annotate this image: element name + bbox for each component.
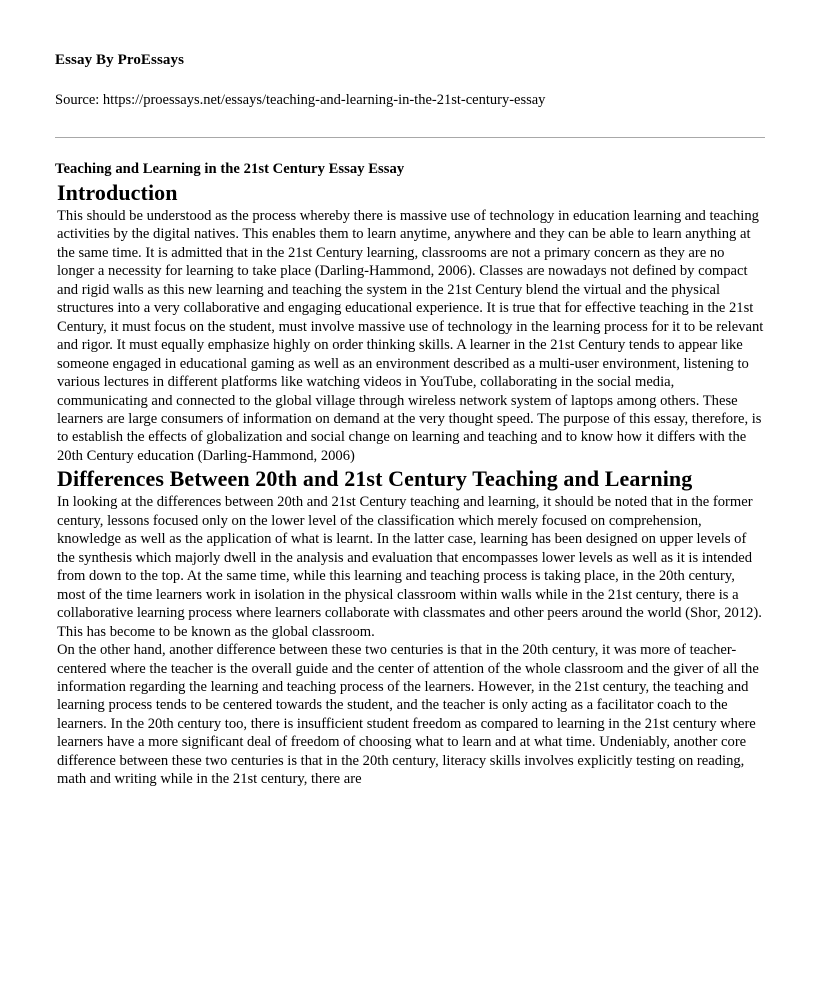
document-content <box>55 0 765 789</box>
header-divider <box>55 137 765 138</box>
paragraph-differences-one: In looking at the differences between 20th and 21st Century teaching and learning, it should be noted that in the former century, lessons focused only on the lower level of the classification which merely focused on comprehension, knowledge as well as the application of what is learnt. In the latter case, learning has been designed on upper levels of the synthesis which majorly dwell in the analysis and evaluation that encompasses lower levels as well as it is intended from down to the top. At the same time, while this learning and teaching process is taking place, in the 20th century, most of the time learners work in isolation in the physical classroom within walls while in the 21st century, there is a collaborative learning process where learners collaborate with classmates and other peers around the world (Shor, 2012). This has become to be known as the global classroom. <box>57 494 762 640</box>
paragraph-introduction: This should be understood as the process whereby there is massive use of technology in education learning and teaching activities by the digital natives. This enables them to learn anytime, anywhere and they can be able to learn anything at the same time. It is admitted that in the 21st Century learning, classrooms are not a primary concern as they are no longer a necessity for learning to take place (Darling-Hammond, 2006). Classes are nowadays not defined by compact and rigid walls as this new learning and teaching the system in the 21st Century blend the virtual and the physical structures into a very collaborative and engaging educational experience. It is true that for effective teaching in the 21st Century, it must focus on the student, must involve massive use of technology in the learning process for it to be relevant and rigor. It must equally emphasize highly on order thinking skills. A learner in the 21st Century tends to appear like someone engaged in educational gaming as well as an environment described as a multi-user environment, listening to various lectures in different platforms like watching videos in YouTube, collaborating in the social media, communicating and connected to the global village through wireless network system of laptops among others. These learners are large consumers of information on demand at the very thought speed. The purpose of this essay, therefore, is to establish the effects of globalization and social change on learning and teaching and to know how it differs with the 20th Century education (Darling-Hammond, 2006) <box>57 207 764 464</box>
section-heading-differences: Differences Between 20th and 21st Century Teaching and Learning <box>57 466 693 492</box>
paragraph-differences-two: On the other hand, another difference between these two centuries is that in the 20th century, it was more of teacher-centered where the teacher is the overall guide and the center of attention of the whole classroom and the giver of all the information regarding the learning and teaching process of the learners. However, in the 21st century, the teaching and learning process tends to be centered towards the student, and the teacher is only acting as a facilitator coach to the learners. In the 20th century too, there is insufficient student freedom as compared to learning in the 21st century where learners have a more significant deal of freedom of choosing what to learn and at what time. Undeniably, another core difference between these two centuries is that in the 20th century, literacy skills involves explicitly testing on reading, math and writing while in the 21st century, there are <box>57 642 759 788</box>
source-url: Source: https://proessays.net/essays/teaching-and-learning-in-the-21st-century-essay <box>55 92 546 108</box>
section-heading-introduction: Introduction <box>57 179 178 205</box>
document-title: Teaching and Learning in the 21st Century Essay Essay <box>55 160 405 177</box>
site-name: Essay By ProEssays <box>55 52 185 68</box>
